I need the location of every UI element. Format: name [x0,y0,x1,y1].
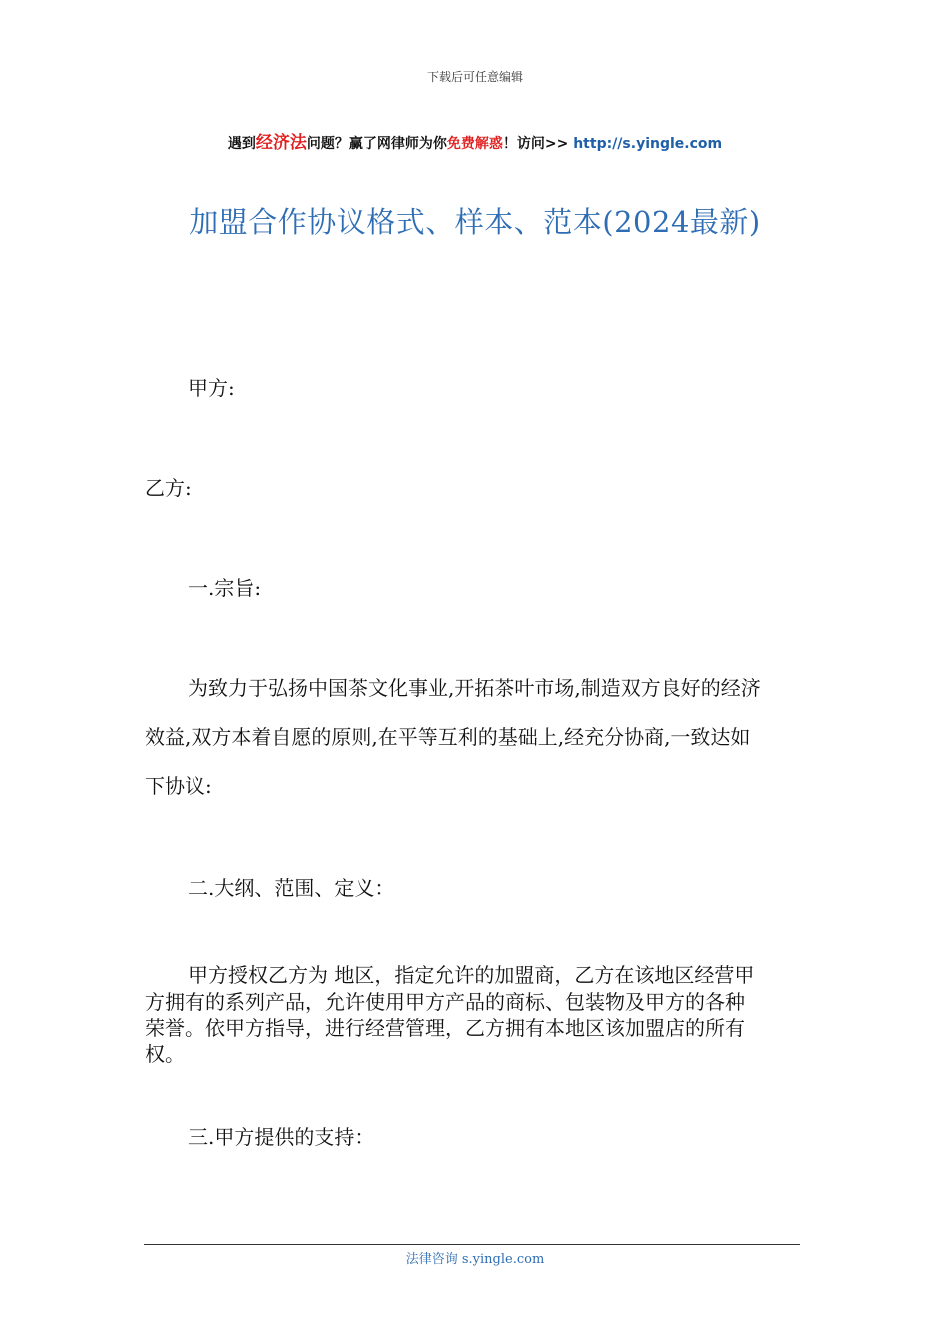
document-title: 加盟合作协议格式、样本、范本(2024最新) [189,205,761,239]
party-b-label: 乙方: [145,476,192,500]
promo-highlight-economic-law: 经济法 [255,133,307,153]
promo-link[interactable]: http://s.yingle.com [573,136,723,152]
footer-divider [144,1244,800,1245]
section-2-line-4: 权。 [145,1042,185,1066]
promo-highlight-free: 免费解惑 [446,136,503,152]
page-header: 下载后可任意编辑 [426,70,523,84]
section-2-line-3: 荣誉。依甲方指导，进行经营管理，乙方拥有本地区该加盟店的所有 [145,1016,745,1040]
footer-text[interactable]: 法律咨询 s.yingle.com [405,1252,545,1267]
promo-banner [0,128,950,153]
section-1-heading: 一.宗旨: [188,576,262,600]
section-2-line-2: 方拥有的系列产品，允许使用甲方产品的商标、包装物及甲方的各种 [145,990,745,1014]
party-a-label: 甲方: [188,376,235,400]
section-2-heading: 二.大纲、范围、定义： [188,876,395,900]
promo-text-3: ！访问>> [502,136,569,152]
section-3-heading: 三.甲方提供的支持： [188,1125,375,1149]
section-2-line-1: 甲方授权乙方为 地区，指定允许的加盟商，乙方在该地区经营甲 [188,963,755,987]
section-1-line-1: 为致力于弘扬中国茶文化事业,开拓茶叶市场,制造双方良好的经济 [188,676,761,700]
promo-text-2: 问题？赢了网律师为你 [306,136,447,152]
promo-text-1: 遇到 [227,136,256,152]
section-1-line-2: 效益,双方本着自愿的原则,在平等互利的基础上,经充分协商,一致达如 [145,725,751,749]
section-1-line-3: 下协议: [145,774,212,798]
